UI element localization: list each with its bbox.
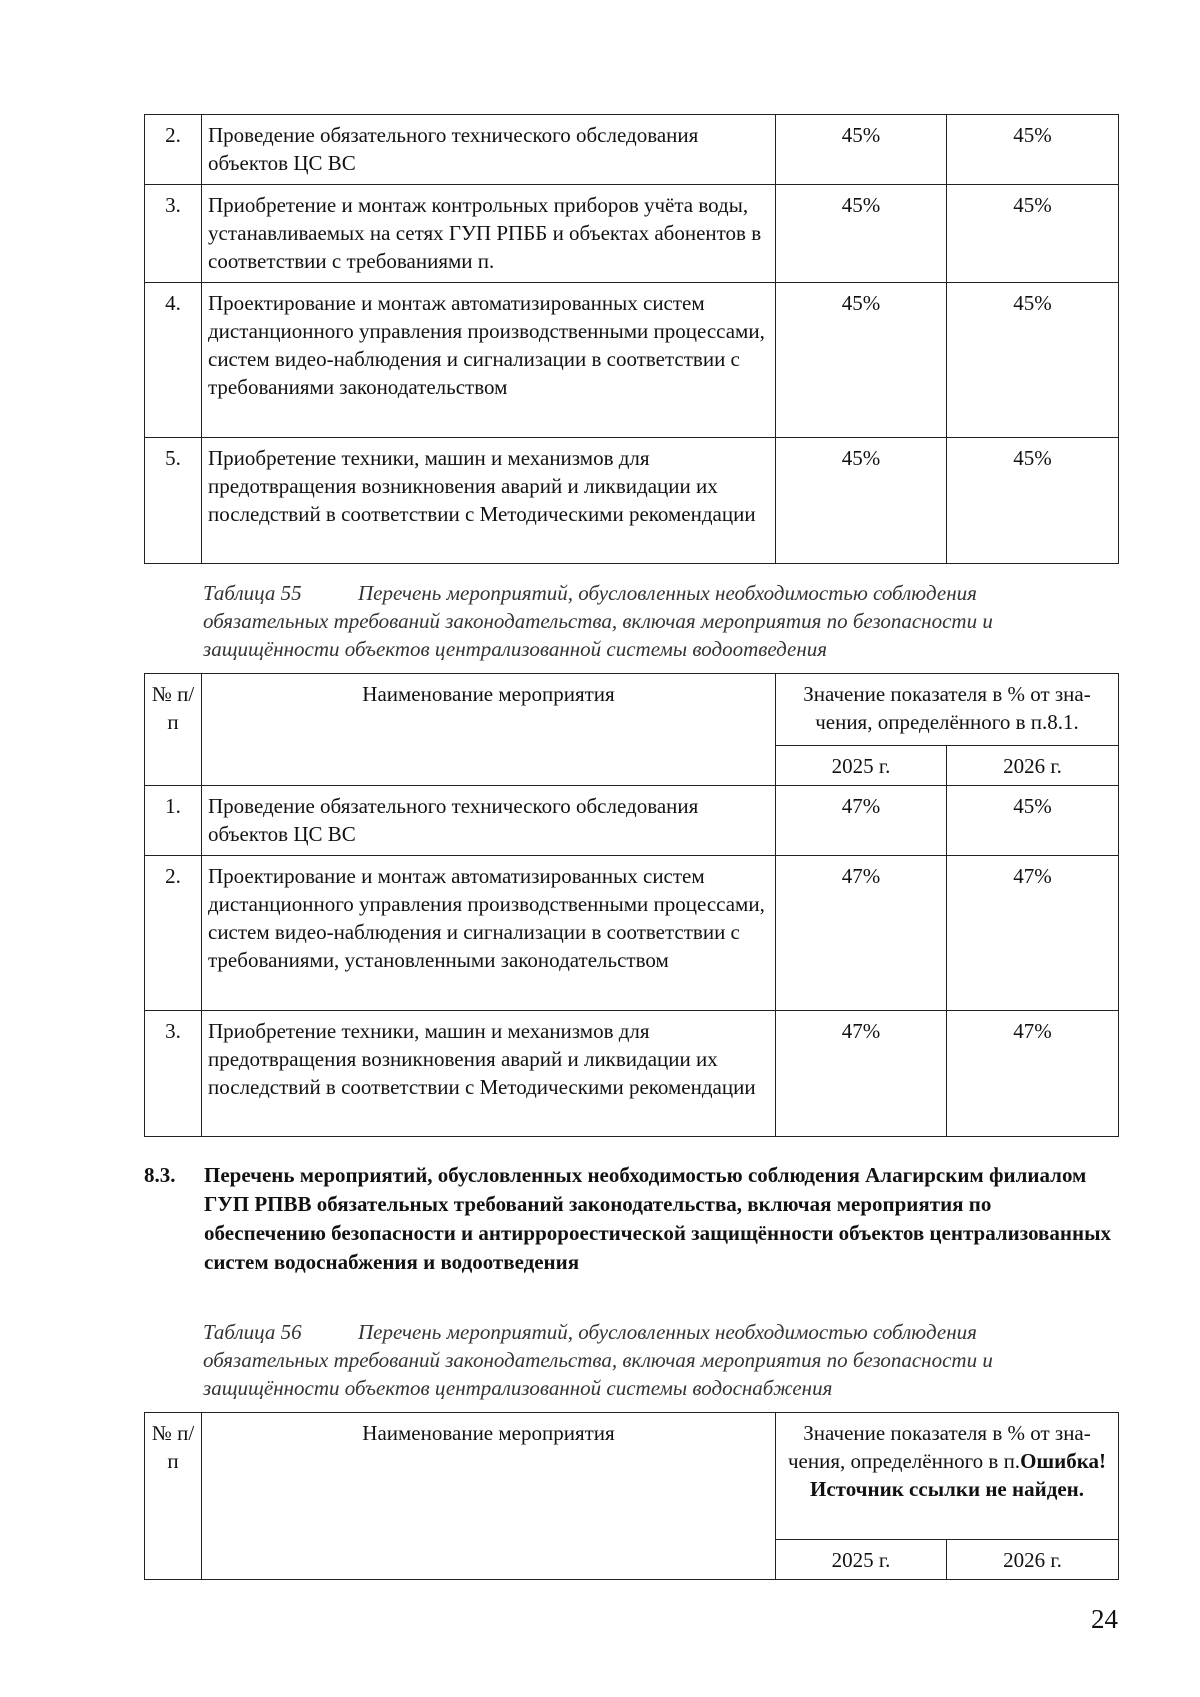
- table-55-caption: [203, 579, 1103, 663]
- table-header-row: [145, 674, 1119, 746]
- header-year-2025: 2025 г.: [776, 746, 947, 786]
- header-activity-name: Наименование мероприятия: [202, 674, 776, 786]
- row-value-2026: 45%: [947, 786, 1119, 856]
- row-number: 2.: [145, 115, 202, 185]
- row-value-2025: 45%: [776, 185, 947, 283]
- row-value-2025: 47%: [776, 1011, 947, 1137]
- table-56-caption-text: Перечень мероприятий, обусловленных необходимостью соблюдения обязательных требований законодательства, включая мероприятия по безопасности и защищённости объектов централизованной системы водоснабжения: [203, 1320, 993, 1400]
- row-number: 4.: [145, 283, 202, 438]
- row-activity-name: Проведение обязательного технического обследования объектов ЦС ВС: [202, 115, 776, 185]
- table-header-row: [145, 1413, 1119, 1540]
- header-indicator-value: [776, 1413, 1119, 1540]
- header-year-2025: 2025 г.: [776, 1540, 947, 1580]
- row-value-2025: 45%: [776, 438, 947, 564]
- page-number: 24: [1091, 1604, 1118, 1634]
- row-value-2026: 45%: [947, 185, 1119, 283]
- row-number: 3.: [145, 1011, 202, 1137]
- header-year-2026: 2026 г.: [947, 1540, 1119, 1580]
- row-value-2025: 45%: [776, 283, 947, 438]
- row-activity-name: Приобретение техники, машин и механизмов для предотвращения возникновения аварий и ликвидации их последствий в соответствии с Методическими рекомендации: [202, 1011, 776, 1137]
- table-56-caption-label: Таблица 56: [203, 1320, 302, 1344]
- table-row: [145, 438, 1119, 564]
- table-row: [145, 283, 1119, 438]
- table-row: [145, 185, 1119, 283]
- row-activity-name: Приобретение техники, машин и механизмов для предотвращения возникновения аварий и ликвидации их последствий в соответствии с Методическими рекомендации: [202, 438, 776, 564]
- header-activity-name: Наименование мероприятия: [202, 1413, 776, 1580]
- header-indicator-prefix: Значение показателя в % от зна-чения, определённого в п.: [787, 1421, 1091, 1473]
- table-row: [145, 856, 1119, 1011]
- table-row: [145, 786, 1119, 856]
- row-value-2026: 47%: [947, 1011, 1119, 1137]
- row-activity-name: Приобретение и монтаж контрольных приборов учёта воды, устанавливаемых на сетях ГУП РПББ и объектах абонентов в соответствии с требованиями п.: [202, 185, 776, 283]
- row-value-2025: 47%: [776, 856, 947, 1011]
- row-value-2025: 45%: [776, 115, 947, 185]
- table-56-caption: [203, 1318, 1103, 1402]
- table-row: [145, 1011, 1119, 1137]
- header-year-2026: 2026 г.: [947, 746, 1119, 786]
- table-56-body: [145, 1413, 1119, 1580]
- table-55-caption-label: Таблица 55: [203, 581, 302, 605]
- section-number: 8.3.: [144, 1163, 176, 1187]
- row-number: 3.: [145, 185, 202, 283]
- table-55: [144, 673, 1119, 1137]
- table-55-body: [145, 674, 1119, 1137]
- row-number: 2.: [145, 856, 202, 1011]
- section-8-3-heading: [144, 1161, 1118, 1277]
- table-54-body: [145, 115, 1119, 564]
- section-title: Перечень мероприятий, обусловленных необходимостью соблюдения Алагирским филиалом ГУП РПВВ обязательных требований законодательства, включая мероприятия по обеспечению безопасности и антирророестической защищённости объектов централизованных систем водоснабжения и водоотведения: [204, 1163, 1111, 1274]
- table-56: [144, 1412, 1119, 1580]
- row-activity-name: Проведение обязательного технического обследования объектов ЦС ВС: [202, 786, 776, 856]
- row-activity-name: Проектирование и монтаж автоматизированных систем дистанционного управления производственными процессами, систем видео-наблюдения и сигнализации в соответствии с требованиями законодательством: [202, 283, 776, 438]
- header-number: № п/п: [145, 674, 202, 786]
- row-activity-name: Проектирование и монтаж автоматизированных систем дистанционного управления производственными процессами, систем видео-наблюдения и сигнализации в соответствии с требованиями, установленными законодательством: [202, 856, 776, 1011]
- table-55-caption-text: Перечень мероприятий, обусловленных необходимостью соблюдения обязательных требований законодательства, включая мероприятия по безопасности и защищённости объектов централизованной системы водоотведения: [203, 581, 993, 661]
- table-row: [145, 115, 1119, 185]
- row-number: 1.: [145, 786, 202, 856]
- reference-error-text: Ошибка! Источник ссылки не найден.: [810, 1449, 1107, 1501]
- row-value-2026: 47%: [947, 856, 1119, 1011]
- row-value-2026: 45%: [947, 283, 1119, 438]
- row-value-2026: 45%: [947, 438, 1119, 564]
- row-value-2026: 45%: [947, 115, 1119, 185]
- header-number: № п/п: [145, 1413, 202, 1580]
- row-value-2025: 47%: [776, 786, 947, 856]
- row-number: 5.: [145, 438, 202, 564]
- header-indicator-value: Значение показателя в % от зна-чения, определённого в п.8.1.: [776, 674, 1119, 746]
- table-54-continued: [144, 114, 1119, 564]
